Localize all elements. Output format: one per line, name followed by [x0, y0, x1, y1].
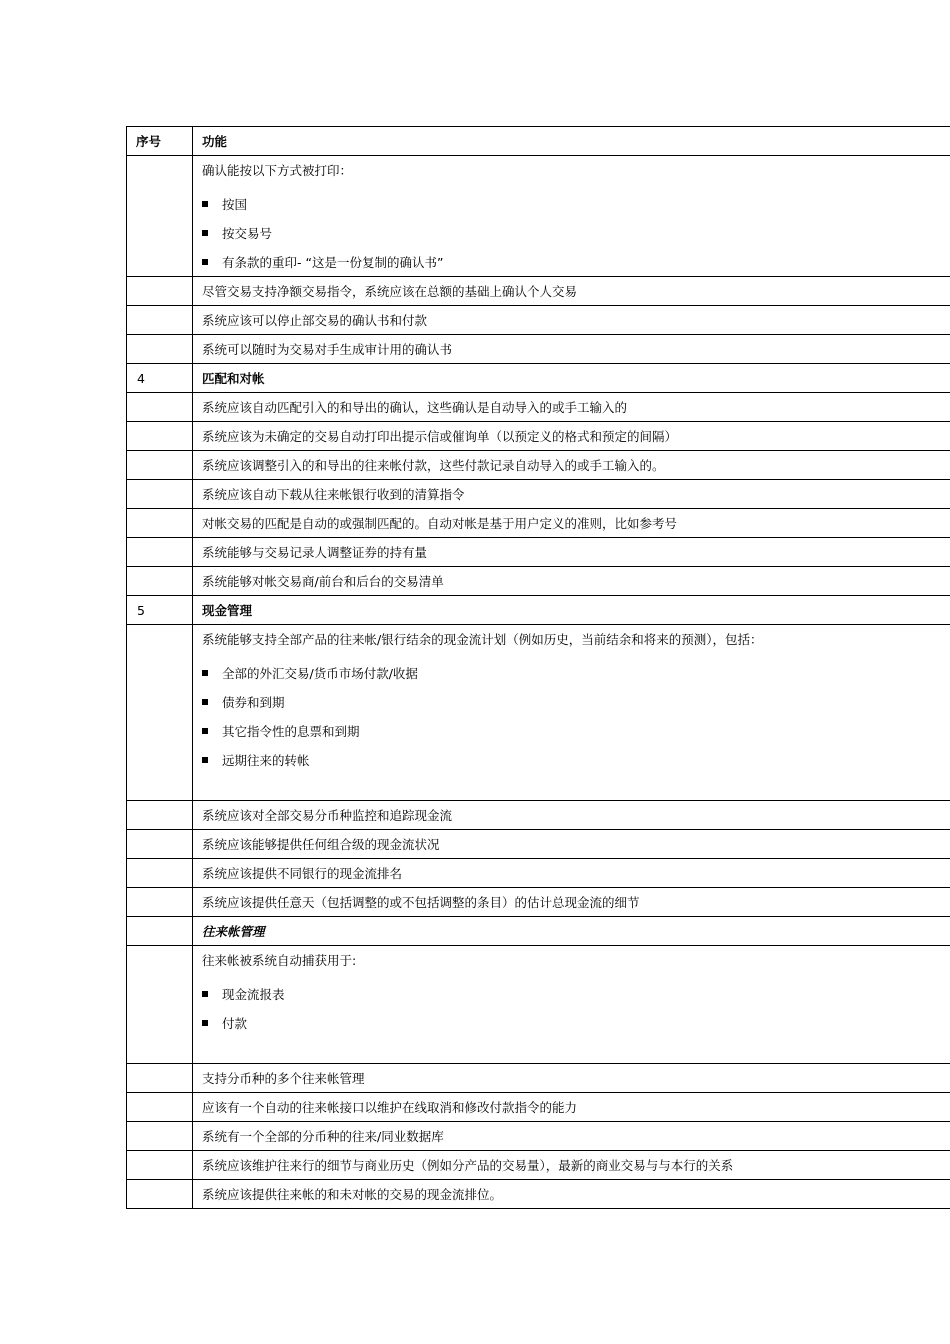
- square-bullet-icon: [202, 259, 208, 265]
- row-function-cell: 系统应该对全部交易分币种监控和追踪现金流: [193, 801, 950, 830]
- row-function-cell: 系统应该提供往来帐的和未对帐的交易的现金流排位。: [193, 1180, 950, 1209]
- list-item-text: 按国: [222, 196, 248, 212]
- row-number-cell: [127, 1151, 193, 1180]
- list-item: [202, 687, 950, 716]
- section-number: 5: [127, 596, 193, 625]
- row-number-cell: [127, 830, 193, 859]
- table-row: [127, 393, 950, 422]
- row-number-cell: [127, 801, 193, 830]
- row-number-cell: [127, 888, 193, 917]
- row-function-cell: 系统应该为未确定的交易自动打印出提示信或催询单（以预定义的格式和预定的间隔）: [193, 422, 950, 451]
- list-item: [202, 1008, 950, 1037]
- requirements-table: [126, 126, 950, 1209]
- list-item-text: 现金流报表: [222, 986, 285, 1002]
- table-row: [127, 859, 950, 888]
- row-number-cell: [127, 451, 193, 480]
- row-function-cell: 系统可以随时为交易对手生成审计用的确认书: [193, 335, 950, 364]
- section-row-cash-management: [127, 596, 950, 625]
- square-bullet-icon: [202, 757, 208, 763]
- table-row: [127, 946, 950, 1064]
- row-lead-text: 往来帐被系统自动捕获用于:: [202, 953, 357, 968]
- row-function-cell: 尽管交易支持净额交易指令，系统应该在总额的基础上确认个人交易: [193, 277, 950, 306]
- table-row: [127, 156, 950, 277]
- list-item: [202, 745, 950, 774]
- section-title: 匹配和对帐: [193, 364, 950, 393]
- row-function-cell: 系统应该调整引入的和导出的往来帐付款，这些付款记录自动导入的或手工输入的。: [193, 451, 950, 480]
- table-row: [127, 625, 950, 801]
- row-number-cell: [127, 1180, 193, 1209]
- table-row: [127, 801, 950, 830]
- subsection-title: 往来帐管理: [193, 917, 950, 946]
- row-function-cell: 系统有一个全部的分币种的往来/同业数据库: [193, 1122, 950, 1151]
- blank-line: [202, 774, 950, 800]
- list-item: [202, 218, 950, 247]
- row-number-cell: [127, 156, 193, 277]
- square-bullet-icon: [202, 699, 208, 705]
- section-row-matching: [127, 364, 950, 393]
- square-bullet-icon: [202, 991, 208, 997]
- list-item-text: 有条款的重印- “这是一份复制的确认书”: [222, 254, 444, 270]
- header-function: 功能: [193, 127, 950, 156]
- table-row: [127, 830, 950, 859]
- row-function-cell: 系统能够对帐交易商/前台和后台的交易清单: [193, 567, 950, 596]
- table-row: [127, 451, 950, 480]
- row-number-cell: [127, 538, 193, 567]
- row-number-cell: [127, 306, 193, 335]
- row-function-cell: 系统应该自动下载从往来帐银行收到的清算指令: [193, 480, 950, 509]
- row-number-cell: [127, 1122, 193, 1151]
- row-function-cell: 系统应该提供任意天（包括调整的或不包括调整的条目）的估计总现金流的细节: [193, 888, 950, 917]
- table-row: [127, 509, 950, 538]
- list-item: [202, 658, 950, 687]
- table-row: [127, 567, 950, 596]
- row-lead-text: 确认能按以下方式被打印：: [202, 163, 353, 178]
- row-number-cell: [127, 335, 193, 364]
- header-number: 序号: [127, 127, 193, 156]
- row-number-cell: [127, 625, 193, 801]
- row-function-cell: 系统应该可以停止部交易的确认书和付款: [193, 306, 950, 335]
- row-number-cell: [127, 917, 193, 946]
- row-lead-text: 系统能够支持全部产品的往来帐/银行结余的现金流计划（例如历史，当前结余和将来的预测），包括：: [202, 632, 763, 647]
- row-function-cell: 系统应该维护往来行的细节与商业历史（例如分产品的交易量），最新的商业交易与与本行的关系: [193, 1151, 950, 1180]
- row-number-cell: [127, 946, 193, 1064]
- list-item: [202, 189, 950, 218]
- row-number-cell: [127, 480, 193, 509]
- row-function-cell: 支持分币种的多个往来帐管理: [193, 1064, 950, 1093]
- list-item-text: 按交易号: [222, 225, 273, 241]
- row-number-cell: [127, 422, 193, 451]
- list-item-text: 远期往来的转帐: [222, 752, 310, 768]
- table-row: [127, 1064, 950, 1093]
- blank-line: [202, 1037, 950, 1063]
- subsection-row-nostro: [127, 917, 950, 946]
- row-function-cell: 系统能够与交易记录人调整证券的持有量: [193, 538, 950, 567]
- table-row: [127, 888, 950, 917]
- row-number-cell: [127, 277, 193, 306]
- list-item: [202, 247, 950, 276]
- square-bullet-icon: [202, 230, 208, 236]
- table-row: [127, 1180, 950, 1209]
- square-bullet-icon: [202, 201, 208, 207]
- square-bullet-icon: [202, 1020, 208, 1026]
- table-row: [127, 277, 950, 306]
- list-item-text: 付款: [222, 1015, 248, 1031]
- list-item-text: 其它指令性的息票和到期: [222, 723, 360, 739]
- table-row: [127, 1151, 950, 1180]
- square-bullet-icon: [202, 728, 208, 734]
- row-number-cell: [127, 393, 193, 422]
- list-item: [202, 979, 950, 1008]
- section-title: 现金管理: [193, 596, 950, 625]
- row-function-cell: [193, 946, 950, 1064]
- table-row: [127, 538, 950, 567]
- list-item-text: 债券和到期: [222, 694, 285, 710]
- table-row: [127, 422, 950, 451]
- row-function-cell: 系统应该能够提供任何组合级的现金流状况: [193, 830, 950, 859]
- row-number-cell: [127, 859, 193, 888]
- table-header-row: [127, 127, 950, 156]
- row-function-cell: [193, 156, 950, 277]
- row-number-cell: [127, 1064, 193, 1093]
- row-function-cell: 系统应该自动匹配引入的和导出的确认，这些确认是自动导入的或手工输入的: [193, 393, 950, 422]
- table-row: [127, 480, 950, 509]
- row-function-cell: 应该有一个自动的往来帐接口以维护在线取消和修改付款指令的能力: [193, 1093, 950, 1122]
- table-row: [127, 306, 950, 335]
- row-number-cell: [127, 1093, 193, 1122]
- list-item-text: 全部的外汇交易/货币市场付款/收据: [222, 665, 418, 681]
- list-item: [202, 716, 950, 745]
- row-number-cell: [127, 509, 193, 538]
- row-function-cell: 系统应该提供不同银行的现金流排名: [193, 859, 950, 888]
- table-row: [127, 1122, 950, 1151]
- row-number-cell: [127, 567, 193, 596]
- section-number: 4: [127, 364, 193, 393]
- table-row: [127, 335, 950, 364]
- row-function-cell: 对帐交易的匹配是自动的或强制匹配的。自动对帐是基于用户定义的准则，比如参考号: [193, 509, 950, 538]
- row-function-cell: [193, 625, 950, 801]
- table-row: [127, 1093, 950, 1122]
- square-bullet-icon: [202, 670, 208, 676]
